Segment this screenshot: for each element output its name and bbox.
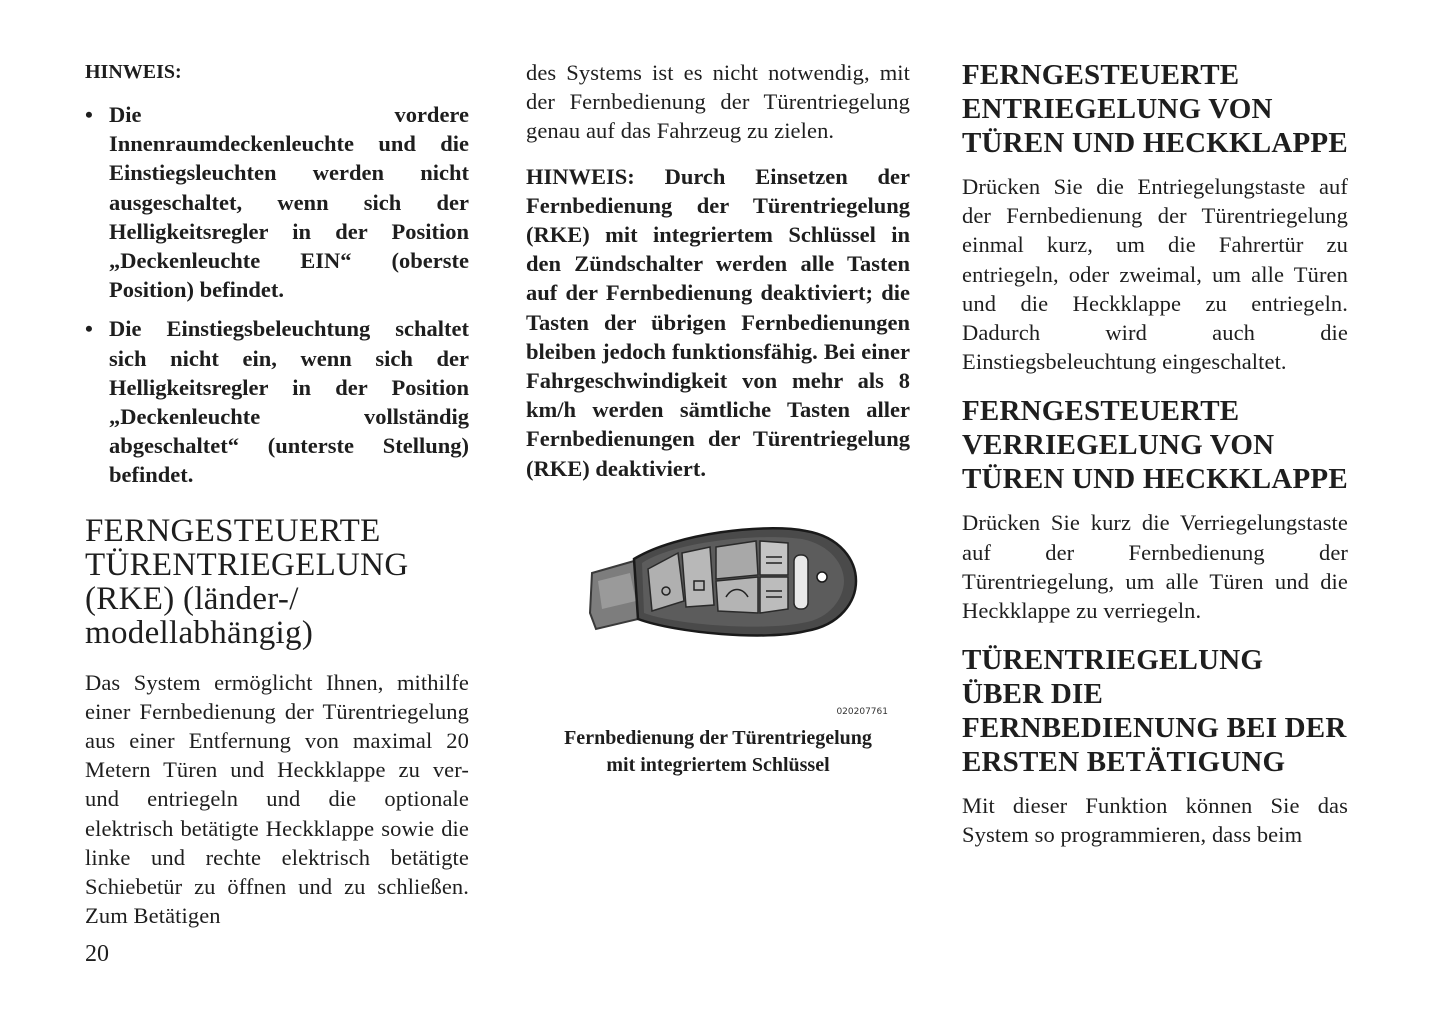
note-bullet-item <box>85 314 469 489</box>
bullet-symbol: • <box>85 102 93 127</box>
column-middle <box>526 58 910 779</box>
note-bullet-item <box>85 100 469 304</box>
figure-code: 020207761 <box>836 706 888 717</box>
section-heading-first-press: TÜRENTRIEGELUNG ÜBER DIE FERNBEDIENUNG BEI DER ERSTEN BETÄTIGUNG <box>962 644 1347 779</box>
unlock-paragraph: Drücken Sie die Entriegelungstaste auf der Fernbedienung der Türentriegelung einmal kurz, um die Fahrertür zu entriegeln, oder zweimal, um alle Türen und die Heckklappe zu entriegeln. Dadurch wird auch die Einstiegsbeleuchtung eingeschaltet. <box>962 174 1348 375</box>
page-number: 20 <box>85 941 109 967</box>
section-heading-unlock: FERNGESTEUERTE ENTRIEGELUNG VON TÜREN UND HECKKLAPPE <box>962 59 1348 159</box>
section-heading-rke: FERNGESTEUERTE TÜRENTRIEGELUNG (RKE) (länder-/ modellabhängig) <box>85 512 409 651</box>
caption-line: mit integriertem Schlüssel <box>606 753 830 776</box>
caption-line: Fernbedienung der Türentriegelung <box>564 726 872 749</box>
bullet-symbol: • <box>85 316 93 342</box>
first-press-paragraph: Mit dieser Funktion können Sie das System so programmieren, dass beim <box>962 793 1348 848</box>
section-heading-lock: FERNGESTEUERTE VERRIEGELUNG VON TÜREN UND HECKKLAPPE <box>962 395 1348 496</box>
column-left <box>85 58 469 942</box>
figure-caption <box>526 725 910 779</box>
bullet-text: Die Einstiegsbeleuchtung schaltet sich nicht ein, wenn sich der Helligkeitsregler in der Position „Deckenleuchte vollständig abgeschaltet“ (unterste Stellung) befindet. <box>109 316 469 488</box>
rke-note: HINWEIS: Durch Einsetzen der Fernbedienung der Türentriegelung (RKE) mit integriertem Schlüssel in den Zündschalter werden alle Tasten auf der Fernbedienung deaktiviert; die Tasten der übrigen Fernbedienungen bleiben jedoch funktionsfähig. Bei einer Fahrgeschwindigkeit von mehr als 8 km/h werden sämtliche Tasten aller Fernbedienungen der Türentriegelung (RKE) deaktiviert. <box>526 163 910 481</box>
key-fob-illustration <box>526 501 910 721</box>
continued-paragraph: des Systems ist es nicht notwendig, mit der Fernbedienung der Türentriegelung genau auf das Fahrzeug zu zielen. <box>526 60 910 144</box>
key-fob-figure <box>526 501 910 721</box>
note-bullet-list <box>85 100 469 490</box>
note-label: HINWEIS: <box>85 61 182 83</box>
rke-intro-paragraph: Das System ermöglicht Ihnen, mithilfe einer Fernbedienung der Türentriegelung aus einer Entfernung von maximal 20 Metern Türen und Heckklappe zu ver- und entriegeln und die optionale elektrisch betätigte Heckklappe sowie die linke und rechte elektrisch betätigte Schiebetür zu öffnen und zu schließen. Zum Betätigen <box>85 669 469 929</box>
column-right <box>962 58 1348 862</box>
lock-paragraph: Drücken Sie kurz die Verriegelungstaste auf der Fernbedienung der Türentriegelung, um alle Türen und die Heckklappe zu verriegeln. <box>962 510 1348 624</box>
bullet-text: Die vordere Innenraumdeckenleuchte und die Einstiegsleuchten werden nicht ausgeschaltet, wenn sich der Helligkeitsregler in der Position „Deckenleuchte EIN“ (oberste Position) befindet. <box>109 102 469 303</box>
